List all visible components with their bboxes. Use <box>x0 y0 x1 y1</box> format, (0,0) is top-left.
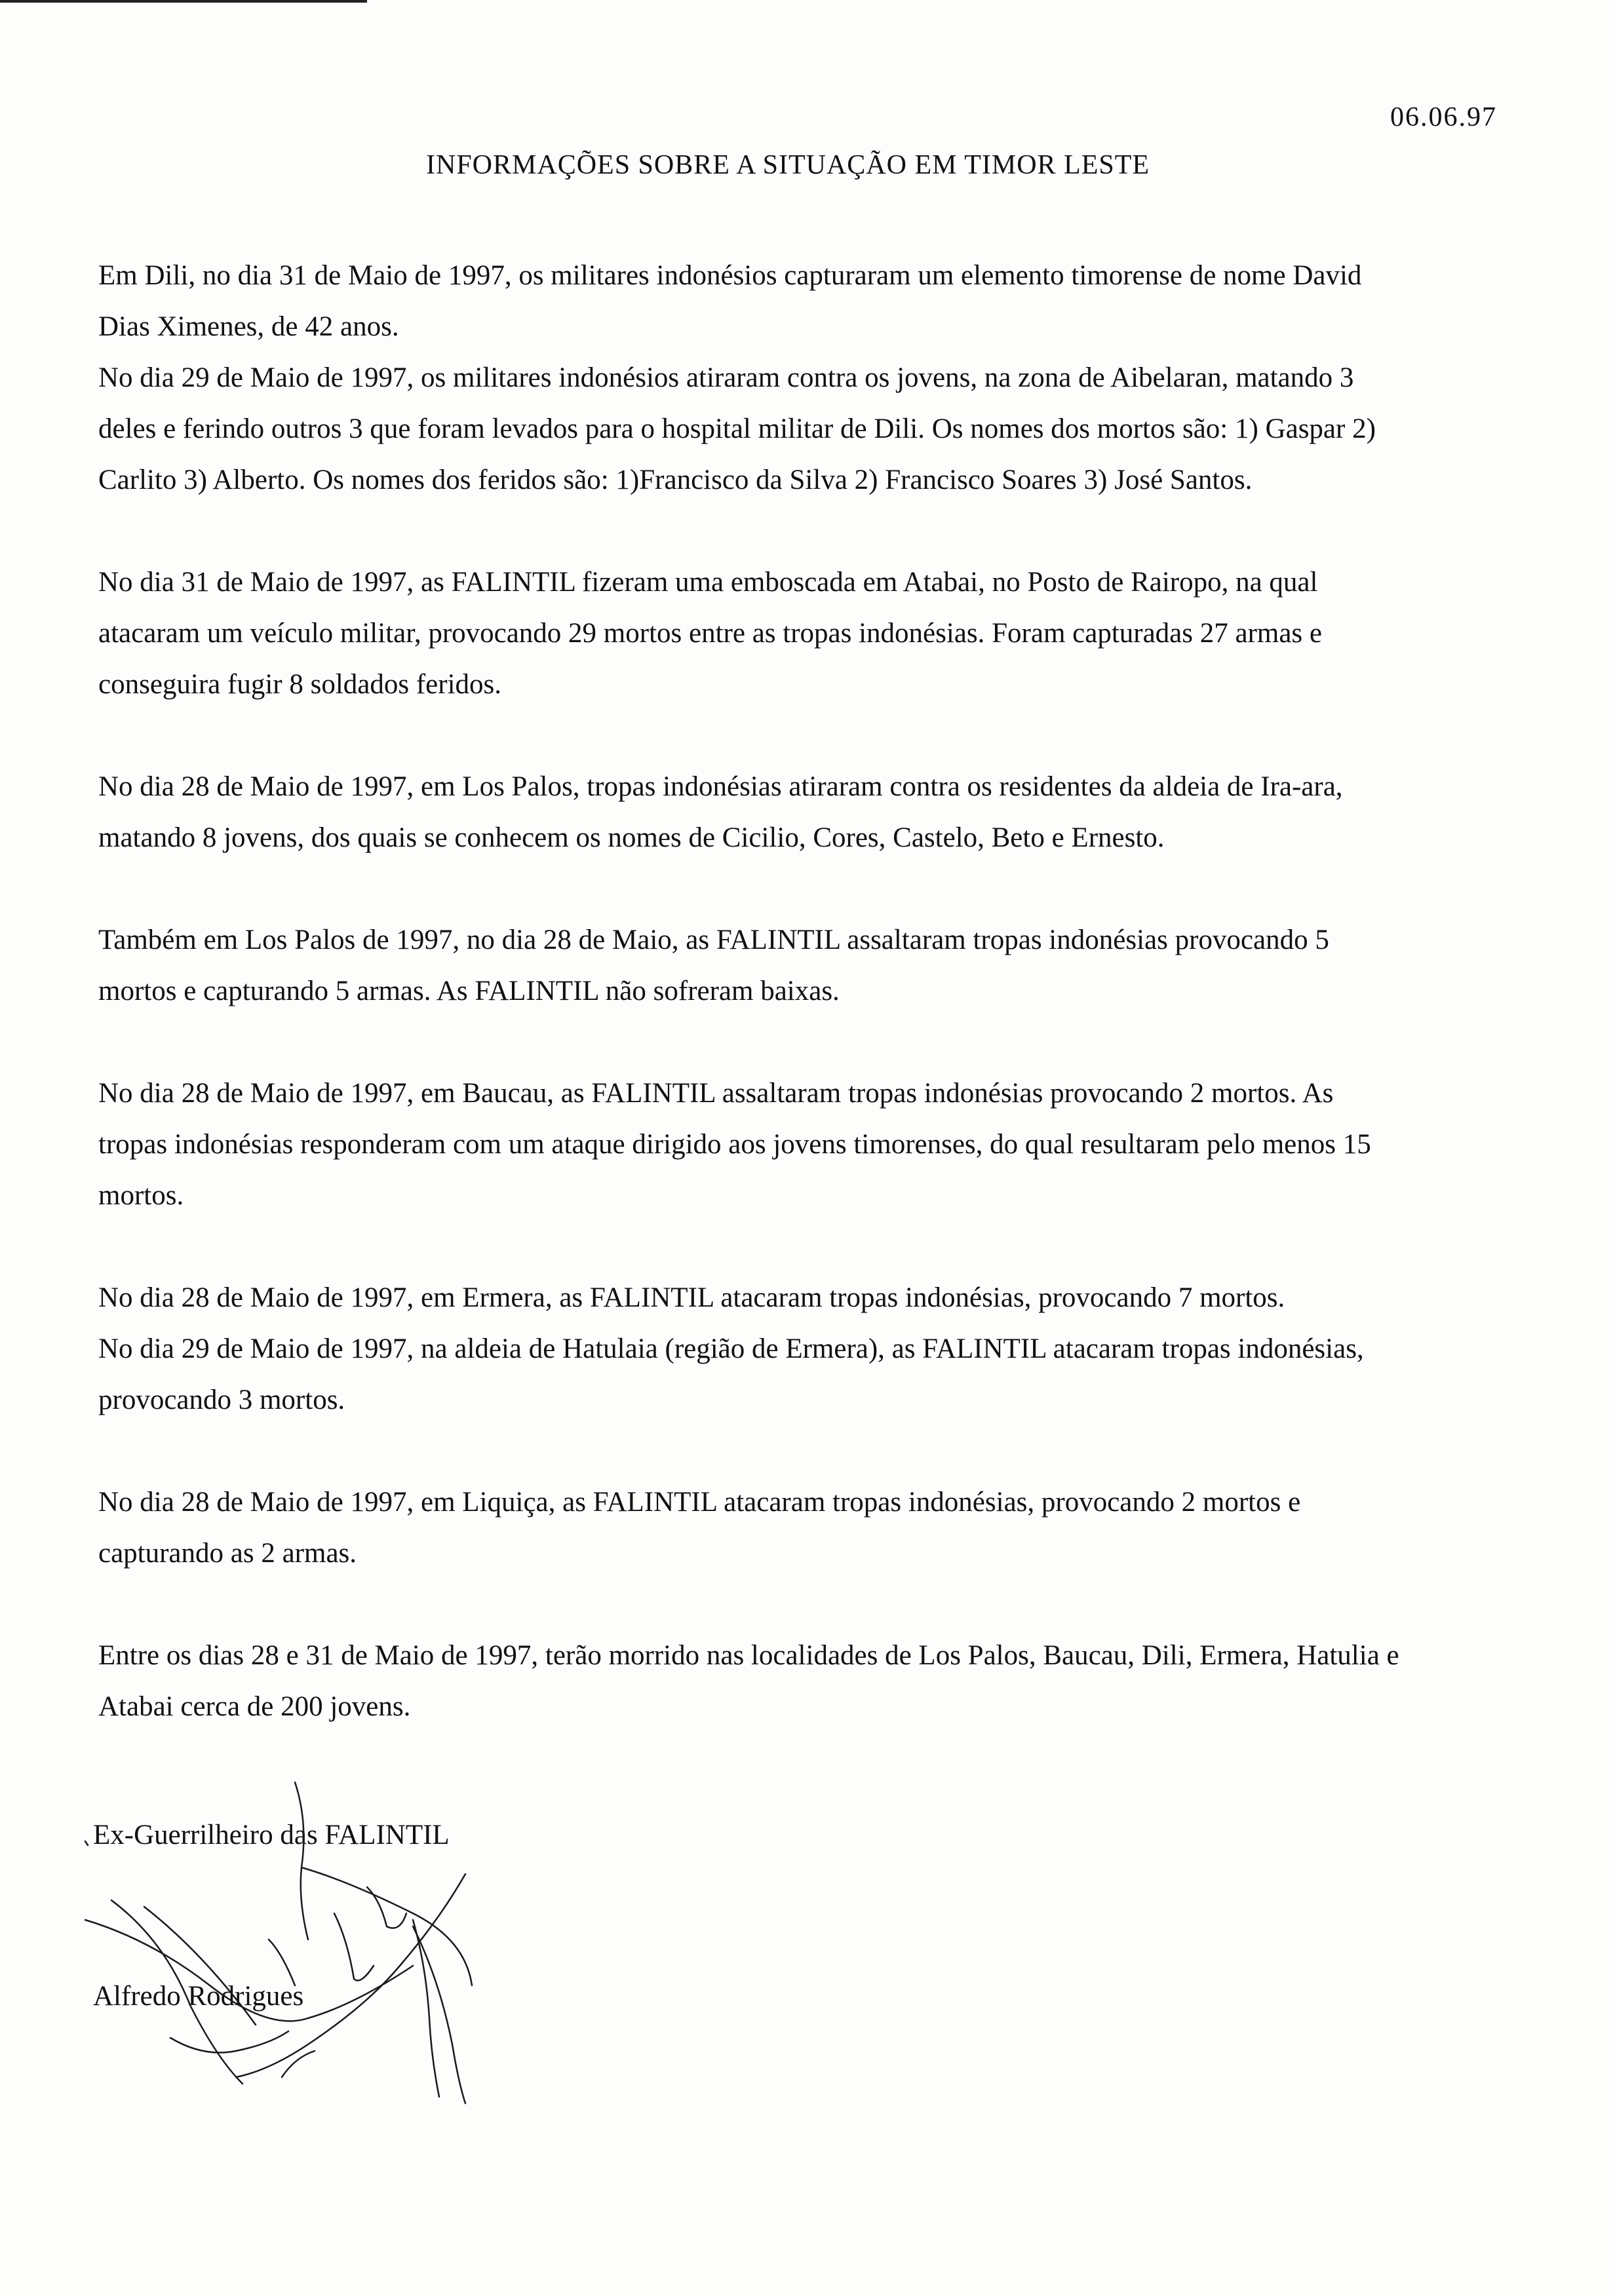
handwritten-signature <box>72 1769 531 2110</box>
text-line: mortos. <box>98 1180 184 1211</box>
text-line: No dia 28 de Maio de 1997, em Liquiça, as FALINTIL atacaram tropas indonésias, provocando 2 mortos e <box>98 1487 1301 1518</box>
text-line: No dia 28 de Maio de 1997, em Baucau, as FALINTIL assaltaram tropas indonésias provocando 2 mortos. As <box>98 1078 1334 1109</box>
text-line: Dias Ximenes, de 42 anos. <box>98 311 399 342</box>
text-line: capturando as 2 armas. <box>98 1538 357 1569</box>
text-line: mortos e capturando 5 armas. As FALINTIL não sofreram baixas. <box>98 976 840 1006</box>
scan-edge-line <box>0 0 367 3</box>
text-line: Carlito 3) Alberto. Os nomes dos feridos são: 1)Francisco da Silva 2) Francisco Soares 3) José Santos. <box>98 465 1253 495</box>
paragraph-atabai <box>98 557 1514 710</box>
paragraph-baucau <box>98 1068 1514 1221</box>
paragraph-liquica <box>98 1477 1514 1579</box>
paragraph-los-palos-ira-ara <box>98 761 1514 864</box>
text-line: tropas indonésias responderam com um ataque dirigido aos jovens timorenses, do qual resultaram pelo menos 15 <box>98 1129 1371 1160</box>
text-line: matando 8 jovens, dos quais se conhecem os nomes de Cicilio, Cores, Castelo, Beto e Ernesto. <box>98 822 1165 853</box>
document-date: 06.06.97 <box>1390 102 1497 132</box>
text-line: Em Dili, no dia 31 de Maio de 1997, os militares indonésios capturaram um elemento timorense de nome David <box>98 260 1362 291</box>
paragraph-capture-dili <box>98 250 1514 353</box>
text-line: Entre os dias 28 e 31 de Maio de 1997, terão morrido nas localidades de Los Palos, Baucau, Dili, Ermera, Hatulia e <box>98 1640 1399 1671</box>
document-body <box>98 250 1514 1732</box>
text-line: atacaram um veículo militar, provocando 29 mortos entre as tropas indonésias. Foram capturadas 27 armas e <box>98 618 1322 649</box>
text-line: No dia 31 de Maio de 1997, as FALINTIL fizeram uma emboscada em Atabai, no Posto de Rairopo, na qual <box>98 567 1318 598</box>
document-title: INFORMAÇÕES SOBRE A SITUAÇÃO EM TIMOR LESTE <box>426 150 1150 180</box>
text-line: provocando 3 mortos. <box>98 1385 345 1415</box>
text-line: No dia 29 de Maio de 1997, os militares indonésios atiraram contra os jovens, na zona de Aibelaran, matando 3 <box>98 362 1354 393</box>
paragraph-los-palos-falintil <box>98 915 1514 1017</box>
text-line: Atabai cerca de 200 jovens. <box>98 1691 411 1722</box>
text-line: No dia 28 de Maio de 1997, em Ermera, as FALINTIL atacaram tropas indonésias, provocando 7 mortos. <box>98 1282 1285 1313</box>
text-line: No dia 29 de Maio de 1997, na aldeia de Hatulaia (região de Ermera), as FALINTIL atacaram tropas indonésias, <box>98 1333 1364 1364</box>
signature-role: Ex-Guerrilheiro das FALINTIL <box>93 1820 450 1850</box>
paragraph-hatulaia <box>98 1324 1514 1426</box>
text-line: deles e ferindo outros 3 que foram levados para o hospital militar de Dili. Os nomes dos mortos são: 1) Gaspar 2) <box>98 413 1376 444</box>
signature-block <box>72 1769 531 2110</box>
paragraph-aibelaran <box>98 353 1514 506</box>
paragraph-summary <box>98 1630 1514 1732</box>
text-line: No dia 28 de Maio de 1997, em Los Palos, tropas indonésias atiraram contra os residentes da aldeia de Ira-ara, <box>98 771 1343 802</box>
text-line: conseguira fugir 8 soldados feridos. <box>98 669 501 700</box>
paragraph-ermera <box>98 1272 1514 1324</box>
signature-name: Alfredo Rodrigues <box>93 1981 304 2012</box>
text-line: Também em Los Palos de 1997, no dia 28 de Maio, as FALINTIL assaltaram tropas indonésias provocando 5 <box>98 925 1329 955</box>
